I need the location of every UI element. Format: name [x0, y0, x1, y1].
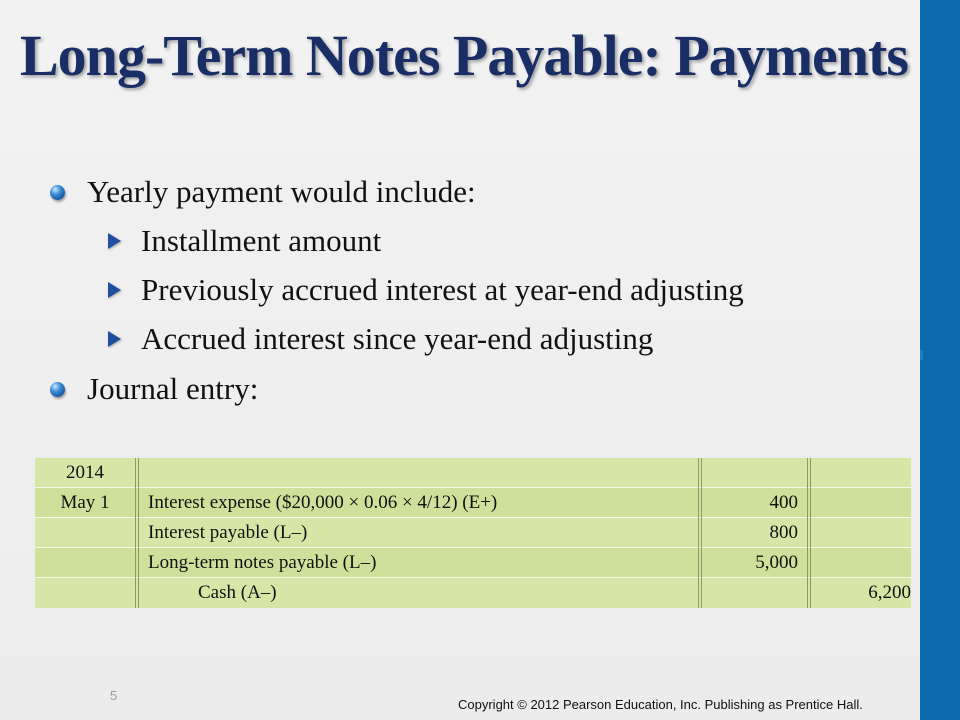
journal-row — [35, 548, 911, 578]
journal-entry-table — [35, 458, 911, 608]
journal-credit: 6,200 — [868, 582, 911, 603]
bullet-dot-icon — [50, 185, 65, 200]
sub-bullet-item — [108, 221, 381, 261]
column-divider — [698, 458, 699, 608]
bullet-item — [50, 172, 476, 212]
bullet-dot-icon — [50, 382, 65, 397]
journal-credit — [805, 548, 911, 578]
accent-bar-notch — [920, 350, 923, 360]
sub-bullet-text: Accrued interest since year-end adjusting — [141, 321, 654, 356]
journal-row — [35, 458, 911, 488]
journal-account: Cash (A–) — [198, 582, 277, 603]
journal-row — [35, 518, 911, 548]
sub-bullet-item — [108, 319, 653, 359]
sub-bullet-item — [108, 270, 744, 310]
bullet-arrow-icon — [108, 233, 121, 249]
column-divider — [810, 458, 811, 608]
journal-credit — [805, 458, 911, 488]
journal-debit: 5,000 — [755, 552, 798, 573]
journal-debit: 400 — [769, 492, 798, 513]
journal-debit: 800 — [769, 522, 798, 543]
sub-bullet-text: Installment amount — [141, 223, 382, 258]
journal-debit — [695, 578, 798, 608]
journal-credit — [805, 488, 911, 518]
journal-date: May 1 — [60, 492, 110, 513]
journal-credit — [805, 518, 911, 548]
slide-number: 5 — [110, 688, 118, 703]
sub-bullet-text: Previously accrued interest at year-end adjusting — [141, 272, 744, 307]
column-divider — [701, 458, 702, 608]
journal-account: Interest payable (L–) — [148, 522, 308, 543]
journal-date — [35, 518, 135, 548]
bullet-text: Yearly payment would include: — [87, 174, 476, 209]
journal-date: 2014 — [66, 462, 104, 483]
journal-row — [35, 488, 911, 518]
slide-title: Long-Term Notes Payable: Payments — [20, 23, 908, 88]
journal-date — [35, 578, 135, 608]
journal-date — [35, 548, 135, 578]
bullet-text: Journal entry: — [87, 371, 259, 406]
bullet-arrow-icon — [108, 331, 121, 347]
copyright-notice: Copyright © 2012 Pearson Education, Inc. Publishing as Prentice Hall. — [458, 697, 863, 712]
journal-debit — [695, 458, 798, 488]
column-divider — [135, 458, 136, 608]
column-divider — [138, 458, 139, 608]
column-divider — [807, 458, 808, 608]
bullet-arrow-icon — [108, 282, 121, 298]
accent-bar — [920, 0, 960, 720]
journal-account: Interest expense ($20,000 × 0.06 × 4/12) (E+) — [148, 492, 498, 513]
journal-account: Long-term notes payable (L–) — [148, 552, 377, 573]
journal-row — [35, 578, 911, 608]
bullet-item — [50, 369, 258, 409]
